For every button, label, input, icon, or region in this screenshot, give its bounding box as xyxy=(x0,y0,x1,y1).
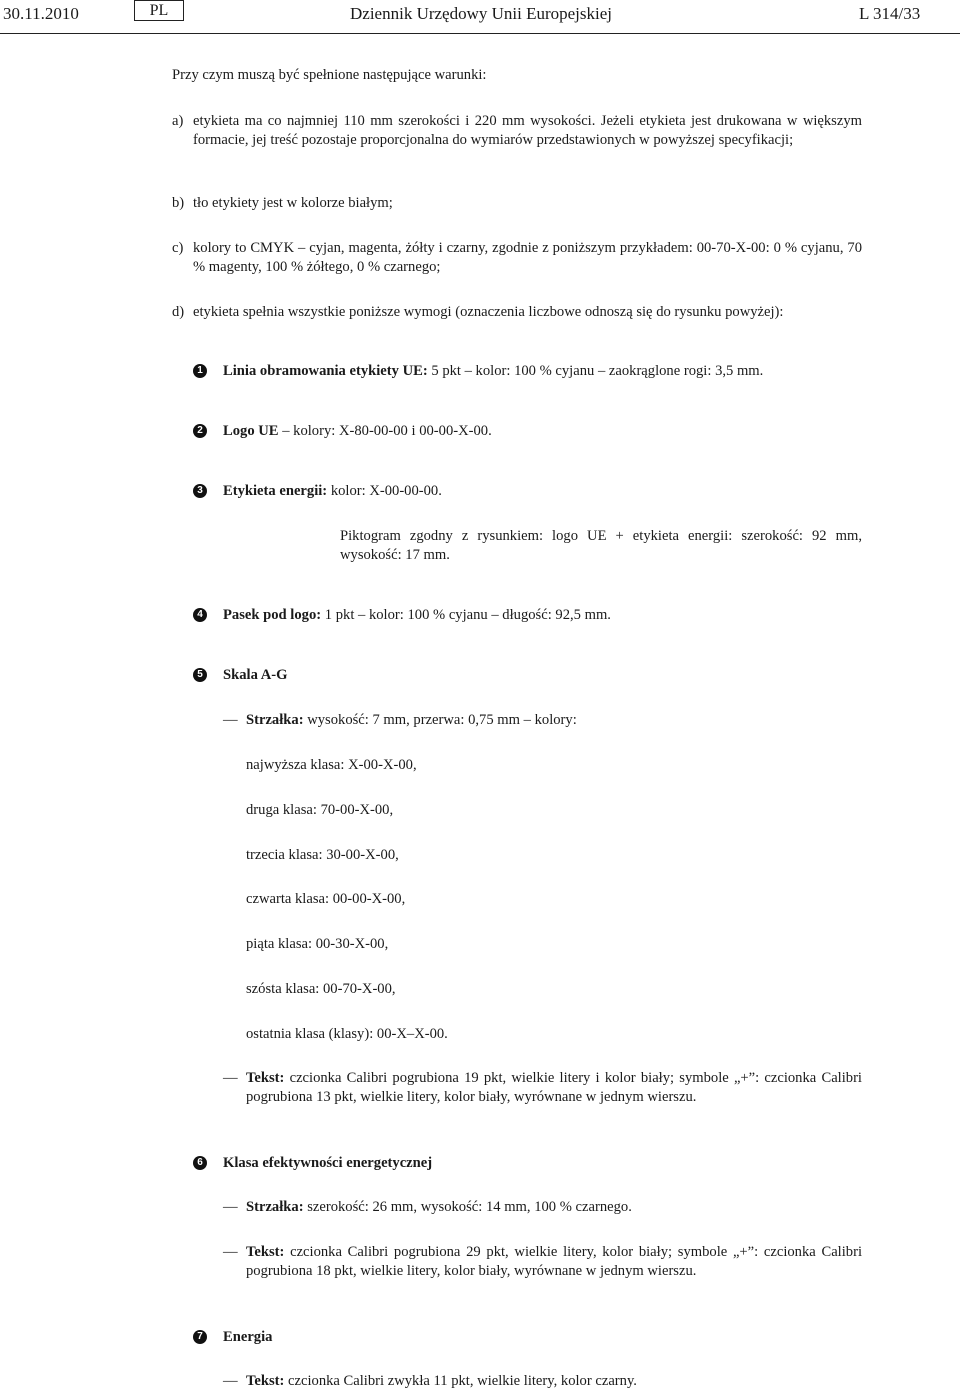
language-badge: PL xyxy=(134,0,184,21)
item-5-title: Skala A-G xyxy=(223,667,288,683)
class-item-3: trzecia klasa: 30-00-X-00, xyxy=(246,847,399,863)
condition-c-label: c) xyxy=(172,240,184,256)
item-5-text-body: czcionka Calibri pogrubiona 19 pkt, wielkie litery i kolor biały; symbole „+”: czcionka Calibri pogrubiona 13 pkt, wielkie litery, kolor biały, wyrównane w jednym wierszu. xyxy=(246,1070,862,1105)
class-item-6: szósta klasa: 00-70-X-00, xyxy=(246,981,396,997)
item-2-number-badge: 2 xyxy=(193,424,207,438)
condition-c-text: kolory to CMYK – cyjan, magenta, żółty i czarny, zgodnie z poniższym przykładem: 00-70-X-00: 0 % cyjanu, 70 % magenty, 100 % żółtego, 0 % czarnego; xyxy=(193,240,862,275)
item-1-line xyxy=(223,362,763,381)
item-5-arrow-dash: — xyxy=(223,712,238,728)
class-item-7: ostatnia klasa (klasy): 00-X–X-00. xyxy=(246,1026,448,1042)
item-5-number-badge: 5 xyxy=(193,668,207,682)
item-4-number-badge: 4 xyxy=(193,608,207,622)
item-6-text-body: czcionka Calibri pogrubiona 29 pkt, wielkie litery, kolor biały; symbole „+”: czcionka Calibri pogrubiona 18 pkt, wielkie litery, kolor biały, wyrównane w jednym wierszu. xyxy=(246,1244,862,1279)
item-6-number-badge: 6 xyxy=(193,1156,207,1170)
item-7-number-badge: 7 xyxy=(193,1330,207,1344)
item-1-title: Linia obramowania etykiety UE: xyxy=(223,363,428,379)
item-6-arrow-line xyxy=(246,1198,632,1217)
item-4-title: Pasek pod logo: xyxy=(223,607,322,623)
item-7-text-line xyxy=(246,1372,637,1391)
item-1-number-badge: 1 xyxy=(193,364,207,378)
item-3-line xyxy=(223,482,442,501)
condition-a-text: etykieta ma co najmniej 110 mm szerokości i 220 mm wysokości. Jeżeli etykieta jest drukowana w większym formacie, jej treść pozostaje proporcjonalna do wymiarów przedstawionych w powyższej specyfikacji; xyxy=(193,113,862,148)
page-number: L 314/33 xyxy=(859,4,921,23)
condition-d-label: d) xyxy=(172,304,185,320)
class-item-2: druga klasa: 70-00-X-00, xyxy=(246,802,394,818)
item-6-text-dash: — xyxy=(223,1244,238,1260)
item-4-text: 1 pkt – kolor: 100 % cyjanu – długość: 92,5 mm. xyxy=(321,607,611,623)
publication-date: 30.11.2010 xyxy=(3,4,79,23)
condition-d-text: etykieta spełnia wszystkie poniższe wymogi (oznaczenia liczbowe odnoszą się do rysunku powyżej): xyxy=(193,304,784,320)
item-5-text-dash: — xyxy=(223,1070,238,1086)
item-6-text-line xyxy=(246,1243,862,1280)
class-item-5: piąta klasa: 00-30-X-00, xyxy=(246,936,389,952)
header-divider xyxy=(0,33,960,34)
item-2-text: – kolory: X-80-00-00 i 00-00-X-00. xyxy=(278,423,492,439)
item-5-arrow-text: wysokość: 7 mm, przerwa: 0,75 mm – kolory: xyxy=(303,712,577,728)
item-5-text-line xyxy=(246,1069,862,1106)
journal-title: Dziennik Urzędowy Unii Europejskiej xyxy=(350,4,613,23)
item-7-text-title: Tekst: xyxy=(246,1373,285,1389)
item-3-text: kolor: X-00-00-00. xyxy=(327,483,442,499)
item-1-text: 5 pkt – kolor: 100 % cyjanu – zaokrąglone rogi: 3,5 mm. xyxy=(427,363,764,379)
item-2-line xyxy=(223,422,492,441)
class-item-1: najwyższa klasa: X-00-X-00, xyxy=(246,757,417,773)
item-6-title: Klasa efektywności energetycznej xyxy=(223,1155,433,1171)
item-3-title: Etykieta energii: xyxy=(223,483,328,499)
condition-a-label: a) xyxy=(172,113,184,129)
item-6-arrow-title: Strzałka: xyxy=(246,1199,304,1215)
item-6-text-title: Tekst: xyxy=(246,1244,285,1260)
item-6-arrow-text: szerokość: 26 mm, wysokość: 14 mm, 100 % czarnego. xyxy=(303,1199,632,1215)
item-3-number-badge: 3 xyxy=(193,484,207,498)
item-7-text-dash: — xyxy=(223,1373,238,1389)
item-4-line xyxy=(223,606,611,625)
item-5-text-title: Tekst: xyxy=(246,1070,285,1086)
condition-b-label: b) xyxy=(172,195,185,211)
class-item-4: czwarta klasa: 00-00-X-00, xyxy=(246,891,406,907)
item-7-text-body: czcionka Calibri zwykła 11 pkt, wielkie litery, kolor czarny. xyxy=(284,1373,637,1389)
item-2-title: Logo UE xyxy=(223,423,279,439)
condition-b-text: tło etykiety jest w kolorze białym; xyxy=(193,195,393,211)
item-6-arrow-dash: — xyxy=(223,1199,238,1215)
item-5-arrow-line xyxy=(246,711,577,730)
page-header xyxy=(0,0,960,34)
intro-text: Przy czym muszą być spełnione następujące warunki: xyxy=(172,67,487,83)
item-7-title: Energia xyxy=(223,1329,273,1345)
item-5-arrow-title: Strzałka: xyxy=(246,712,304,728)
item-3-note: Piktogram zgodny z rysunkiem: logo UE + etykieta energii: szerokość: 92 mm, wysokość: 17 mm. xyxy=(340,528,862,563)
